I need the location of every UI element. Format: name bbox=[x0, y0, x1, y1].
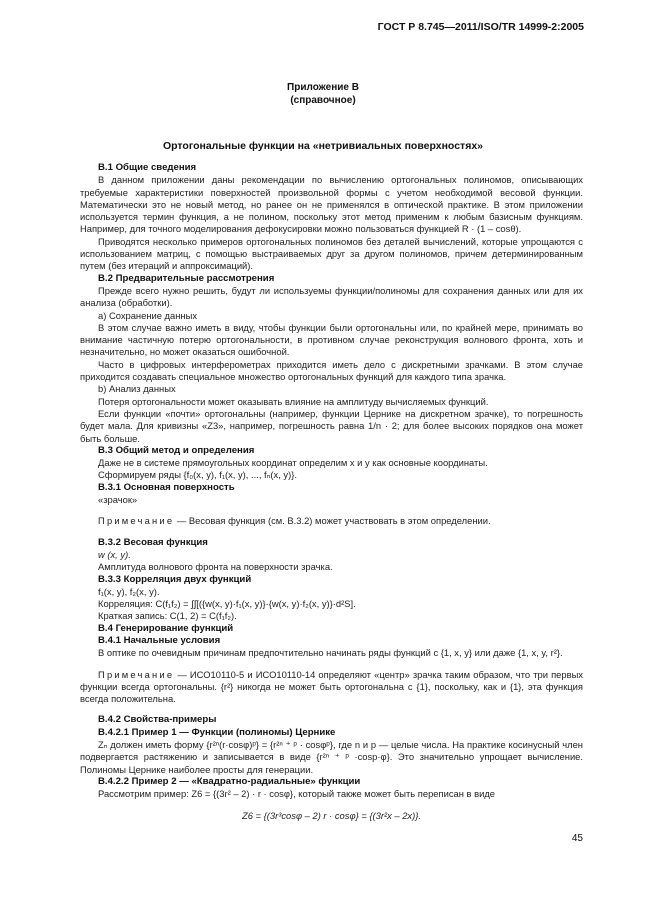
section-heading: В.3.3 Корреляция двух функций bbox=[98, 573, 252, 585]
paragraph: Даже не в системе прямоугольных координат определим x и y как основные координаты. bbox=[98, 457, 488, 469]
paragraph: «зрачок» bbox=[98, 494, 138, 506]
note: Примечание — ИСО10110-5 и ИСО10110-14 определяют «центр» зрачка таким образом, что три первых функции всегда ортогональны. {r²} никогда не может быть ортогональна с {1}, поскольку, как и {1}, эта функция всегда положительна. bbox=[80, 668, 583, 705]
paragraph: В данном приложении даны рекомендации по вычислению ортогональных полиномов, описывающих требуемые характеристики поверхностей произвольной формы с учетом необходимой весовой функции. Математически это не новый метод, но ранее он не применялся в оптической практике. В этом приложении используется термин функция, а не полином, поскольку этот метод применим к любым базисным функциям. Например, для точного моделирования дефокусировки можно пользоваться функцией R · (1 – cosθ). bbox=[80, 174, 583, 235]
paragraph: Рассмотрим пример: Z6 = {(3r² – 2) · r · cosφ}, который также может быть переписан в виде bbox=[98, 788, 495, 800]
document-title: Ортогональные функции на «нетривиальных поверхностях» bbox=[162, 140, 483, 152]
paragraph: Краткая запись: C(1, 2) = C(f₁f₂). bbox=[98, 610, 237, 622]
paragraph: Приводятся несколько примеров ортогональных полиномов без деталей вычислений, которые упрощаются с использованием матриц, с помощью выстраиваемых друг за другом полиномов, причем детерминированным путем (без итераций и аппроксимаций). bbox=[80, 235, 583, 272]
appendix-subtitle: (справочное) bbox=[290, 95, 356, 106]
section-heading: В.3.2 Весовая функция bbox=[98, 536, 208, 548]
paragraph: Если функции «почти» ортогональны (например, функции Цернике на дискретном зрачке), то погрешность будет мала. Для кривизны «Z3», например, погрешность равна 1/n · 2; для более высоких порядков она может быть больше. bbox=[80, 407, 583, 444]
paragraph: Прежде всего нужно решить, будут ли используемы функции/полиномы для сохранения данных или для их анализа (обработки). bbox=[80, 284, 583, 309]
note: Примечание — Весовая функция (см. В.3.2) может участвовать в этом определении. bbox=[98, 515, 491, 527]
paragraph: В оптике по очевидным причинам предпочтительно начинать ряды функций с {1, x, y} или даже {1, x, y, r²}. bbox=[98, 647, 563, 659]
section-heading: В.4 Генерирование функций bbox=[98, 622, 234, 634]
appendix-heading bbox=[0, 81, 646, 107]
paragraph: В этом случае важно иметь в виду, чтобы функции были ортогональны или, по крайней мере, принимать во внимание частичную потерю ортогональности, в противном случае реконструкция волнового фронта, хоть и незначительно, но может оказаться ошибочной. bbox=[80, 321, 583, 358]
paragraph: Часто в цифровых интерферометрах приходится иметь дело с дискретными зрачками. В этом случае приходится создавать специальное множество ортогональных функций для каждого типа зрачка. bbox=[80, 358, 583, 383]
section-heading: В.1 Общие сведения bbox=[98, 162, 197, 173]
paragraph: Zₙ должен иметь форму {r²ⁿ(r·cosφ)ᵖ} = {r²ⁿ ⁺ ᵖ · cosφᵖ}, где n и p — целые числа. На практике косинусный член подвергается растяжению и записывается в виде {r²ⁿ ⁺ ᵖ ·cosp·φ}. Это значительно упрощает вычисление. Полиномы Цернике наиболее просты для генерации. bbox=[80, 739, 583, 775]
note-label: Примечание bbox=[98, 515, 175, 527]
document-header: ГОСТ Р 8.745—2011/ISO/TR 14999-2:2005 bbox=[377, 21, 584, 33]
section-heading: В.2 Предварительные рассмотрения bbox=[98, 272, 275, 284]
note-label: Примечание bbox=[98, 668, 175, 680]
document-body bbox=[80, 162, 583, 822]
appendix-title: Приложение В bbox=[287, 82, 359, 93]
paragraph: w (x, y). bbox=[98, 548, 131, 560]
paragraph: Амплитуда волнового фронта на поверхности зрачка. bbox=[98, 561, 333, 573]
section-heading: В.4.2 Свойства-примеры bbox=[98, 714, 217, 726]
section-heading: В.3.1 Основная поверхность bbox=[98, 481, 235, 493]
formula: Z6 = {(3r³cosφ – 2) r · cosφ} = {(3r²x – 2x)}. bbox=[242, 809, 421, 821]
list-item: b) Анализ данных bbox=[98, 383, 176, 395]
paragraph: Сформируем ряды {f₀(x, y), f₁(x, y), ..., fₙ(x, y)}. bbox=[98, 469, 297, 481]
section-heading: В.3 Общий метод и определения bbox=[98, 444, 255, 456]
section-heading: В.4.2.2 Пример 2 — «Квадратно-радиальные» функции bbox=[98, 775, 361, 787]
page-number: 45 bbox=[571, 833, 583, 844]
paragraph: Потеря ортогональности может оказывать влияние на амплитуду вычисляемых функций. bbox=[98, 395, 489, 407]
paragraph: f₁(x, y), f₂(x, y). bbox=[98, 585, 160, 597]
section-heading: В.4.2.1 Пример 1 — Функции (полиномы) Цернике bbox=[98, 726, 336, 738]
list-item: а) Сохранение данных bbox=[98, 309, 198, 321]
section-heading: В.4.1 Начальные условия bbox=[98, 634, 221, 646]
formula: Корреляция: C(f₁f₂) = ∫∫[({w(x, y)·f₁(x, y)}·{w(x, y)·f₂(x, y)}·d²S]. bbox=[98, 598, 356, 610]
